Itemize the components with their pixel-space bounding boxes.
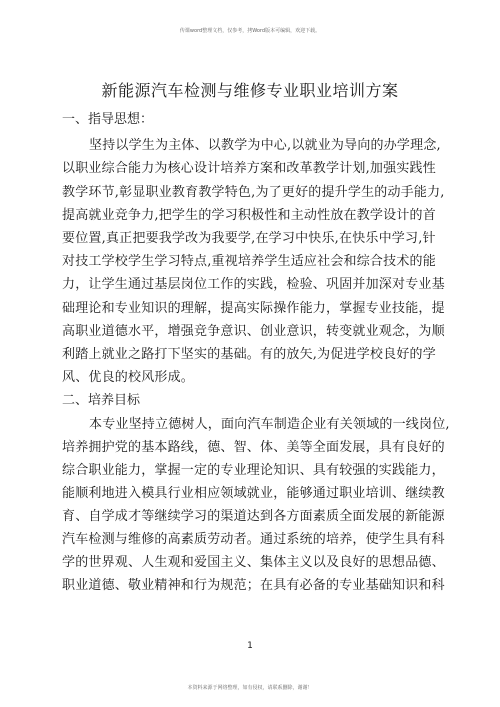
paragraph-line: 利踏上就业之路打下坚实的基础。有的放矢,为促进学校良好的学: [62, 347, 436, 362]
paragraph-line: 力，让学生通过基层岗位工作的实践，检验、巩固并加深对专业基: [62, 277, 445, 292]
paragraph-line: 坚持以学生为主体、以教学为中心,以就业为导向的办学理念,: [89, 138, 441, 153]
paragraph-line: 职业道德、敬业精神和行为规范；在具有必备的专业基础知识和科: [62, 578, 445, 593]
header-note: 传课word整理文档，仅参考，拷Word版本可编辑，欢迎下载。: [179, 28, 321, 34]
paragraph-line: 综合职业能力，掌握一定的专业理论知识、具有较强的实践能力，: [62, 463, 445, 478]
paragraph-line: 风、优良的校风形成。: [62, 370, 195, 385]
paragraph-line: 本专业坚持立德树人，面向汽车制造企业有关领域的一线岗位,: [89, 417, 450, 432]
paragraph-line: 培养拥护党的基本路线，德、智、体、美等全面发展，具有良好的: [62, 440, 445, 455]
paragraph-line: 育、自学成才等继续学习的渠道达到各方面素质全面发展的新能源: [62, 509, 445, 524]
section-heading-training-goal: 二、培养目标: [62, 393, 141, 408]
document-title: 新能源汽车检测与维修专业职业培训方案: [101, 81, 399, 100]
paragraph-line: 要位置,真正把要我学改为我要学,在学习中快乐,在快乐中学习,针: [62, 231, 436, 246]
page-number: 1: [247, 641, 253, 651]
footer-note: 本资料来源于网络整理，如有侵权，请联系删除，谢谢！: [187, 685, 313, 691]
paragraph-line: 以职业综合能力为核心设计培养方案和改革教学计划,加强实践性: [62, 161, 436, 176]
paragraph-line: 础理论和专业知识的理解，提高实际操作能力，掌握专业技能，提: [62, 301, 445, 316]
paragraph-line: 对技工学校学生学习特点,重视培养学生适应社会和综合技术的能: [62, 254, 436, 269]
paragraph-line: 高职业道德水平，增强竞争意识、创业意识，转变就业观念，为顺: [62, 324, 445, 339]
paragraph-line: 汽车检测与维修的高素质劳动者。通过系统的培养，使学生具有科: [62, 532, 445, 547]
paragraph-line: 学的世界观、人生观和爱国主义、集体主义以及良好的思想品德、: [62, 555, 445, 570]
paragraph-line: 能顺利地进入模具行业相应领域就业，能够通过职业培训、继续教: [62, 486, 445, 501]
paragraph-line: 提高就业竞争力,把学生的学习积极性和主动性放在教学设计的首: [62, 208, 436, 223]
paragraph-line: 教学环节,彰显职业教育教学特色,为了更好的提升学生的动手能力,: [62, 185, 445, 200]
section-heading-guiding-ideology: 一、指导思想：: [62, 112, 154, 127]
